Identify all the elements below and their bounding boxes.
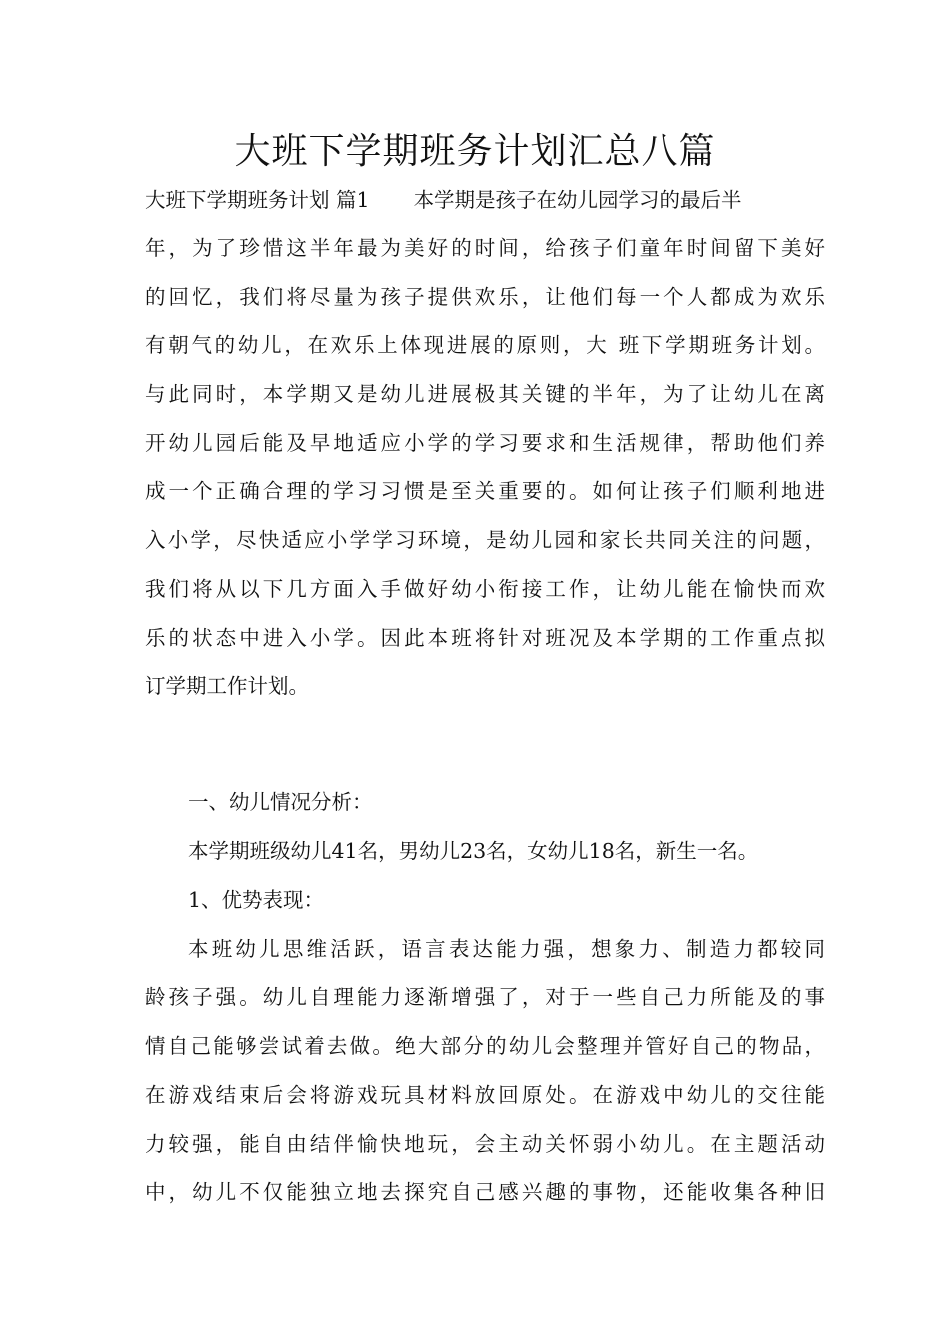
paragraph-line: 的回忆，我们将尽量为孩子提供欢乐，让他们每一个人都成为欢乐 — [145, 285, 825, 309]
document-title: 大班下学期班务计划汇总八篇 — [234, 131, 716, 172]
paragraph-line: 乐的状态中进入小学。因此本班将针对班况及本学期的工作重点拟 — [145, 626, 825, 650]
paragraph-line: 入小学，尽快适应小学学习环境，是幼儿园和家长共同关注的问题， — [145, 528, 825, 552]
line-text: 本学期是孩子在幼儿园学习的最后半 — [413, 188, 742, 212]
paragraph-line: 龄孩子强。幼儿自理能力逐渐增强了，对于一些自己力所能及的事 — [145, 985, 825, 1009]
paragraph-line: 本班幼儿思维活跃，语言表达能力强，想象力、制造力都较同 — [188, 937, 825, 961]
paragraph-line: 情自己能够尝试着去做。绝大部分的幼儿会整理并管好自己的物品， — [145, 1034, 825, 1058]
paragraph-line: 订学期工作计划。 — [145, 674, 309, 698]
paragraph-line: 年，为了珍惜这半年最为美好的时间，给孩子们童年时间留下美好 — [145, 236, 825, 260]
section-heading: 大班下学期班务计划 篇1 — [145, 188, 370, 212]
paragraph-line: 开幼儿园后能及早地适应小学的学习要求和生活规律，帮助他们养 — [145, 431, 825, 455]
paragraph-line: 在游戏结束后会将游戏玩具材料放回原处。在游戏中幼儿的交往能 — [145, 1083, 825, 1107]
paragraph-line: 中，幼儿不仅能独立地去探究自己感兴趣的事物，还能收集各种旧 — [145, 1180, 825, 1204]
paragraph-line: 本学期班级幼儿41名，男幼儿23名，女幼儿18名，新生一名。 — [188, 839, 759, 863]
paragraph-line: 成一个正确合理的学习习惯是至关重要的。如何让孩子们顺利地进 — [145, 479, 825, 503]
paragraph-line: 我们将从以下几方面入手做好幼小衔接工作，让幼儿能在愉快而欢 — [145, 577, 825, 601]
paragraph-line: 力较强，能自由结伴愉快地玩，会主动关怀弱小幼儿。在主题活动 — [145, 1132, 825, 1156]
paragraph-line: 有朝气的幼儿，在欢乐上体现进展的原则，大 班下学期班务计划。 — [145, 333, 825, 357]
section-heading: 一、幼儿情况分析： — [188, 790, 373, 814]
subsection-heading: 1、优势表现： — [188, 888, 325, 912]
paragraph-line: 与此同时，本学期又是幼儿进展极其关键的半年，为了让幼儿在离 — [145, 382, 825, 406]
paragraph-line — [145, 185, 825, 215]
